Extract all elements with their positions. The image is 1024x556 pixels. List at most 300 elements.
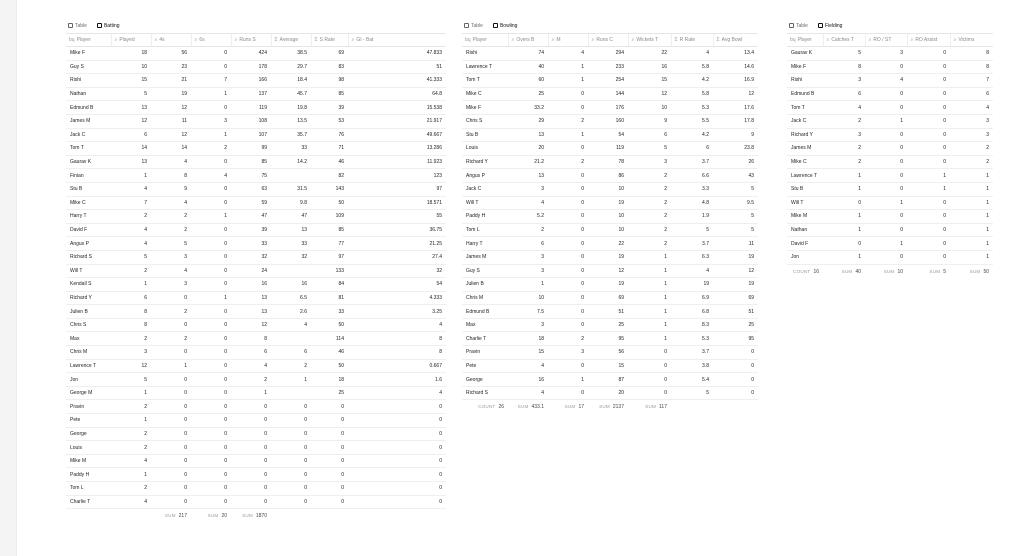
summary-cell[interactable] xyxy=(865,269,907,275)
table-row[interactable] xyxy=(462,182,758,196)
table-row[interactable] xyxy=(462,318,758,332)
summary-cell[interactable] xyxy=(151,513,191,519)
table-row[interactable] xyxy=(462,155,758,169)
column-header-label: RO / ST xyxy=(873,37,892,43)
table-row[interactable] xyxy=(66,495,446,509)
table-row[interactable] xyxy=(66,373,446,387)
column-header-label: Average xyxy=(279,37,299,43)
value-cell: 6.3 xyxy=(671,250,713,264)
table-row[interactable] xyxy=(66,47,446,61)
table-row[interactable] xyxy=(66,114,446,128)
value-cell: 6.6 xyxy=(671,169,713,183)
value-cell: 49.667 xyxy=(348,128,446,142)
value-cell: 13 xyxy=(508,169,548,183)
column-header[interactable] xyxy=(588,34,628,47)
value-cell: 5 xyxy=(628,142,671,156)
value-cell: 5 xyxy=(713,210,758,224)
column-header[interactable] xyxy=(950,34,993,47)
value-cell: 2.6 xyxy=(271,305,311,319)
value-cell: 31.5 xyxy=(271,182,311,196)
tab-bowling[interactable]: Bowling xyxy=(491,22,520,30)
value-cell: 5 xyxy=(671,386,713,400)
player-name-cell: Jon xyxy=(66,373,111,387)
table-row[interactable] xyxy=(787,114,993,128)
player-name-cell: Julien B xyxy=(66,305,111,319)
value-cell: 27.4 xyxy=(348,250,446,264)
summary-value: 26 xyxy=(498,404,504,411)
value-cell: 1 xyxy=(111,414,151,428)
table-row[interactable] xyxy=(66,346,446,360)
value-cell: 0 xyxy=(191,454,231,468)
value-cell: 6 xyxy=(508,237,548,251)
value-cell: 0 xyxy=(713,346,758,360)
player-name-cell: George xyxy=(66,427,111,441)
player-name-cell: Pete xyxy=(66,414,111,428)
table-row[interactable] xyxy=(462,332,758,346)
value-cell: 22 xyxy=(628,47,671,61)
table-row[interactable] xyxy=(787,142,993,156)
tab-table[interactable]: Table xyxy=(462,22,485,30)
summary-cell[interactable] xyxy=(628,404,671,410)
value-cell: 0 xyxy=(713,386,758,400)
value-cell: 14 xyxy=(151,142,191,156)
player-name-cell: Pravin xyxy=(66,400,111,414)
value-cell: 0 xyxy=(191,223,231,237)
value-cell: 0 xyxy=(865,142,907,156)
table-row[interactable] xyxy=(66,169,446,183)
summary-label: SUM xyxy=(242,513,253,519)
value-cell: 0 xyxy=(548,182,588,196)
value-cell: 1 xyxy=(950,196,993,210)
value-cell: 12 xyxy=(231,318,271,332)
value-cell: 1 xyxy=(151,359,191,373)
value-cell: 2 xyxy=(111,441,151,455)
column-header[interactable] xyxy=(271,34,311,47)
table-row[interactable] xyxy=(66,142,446,156)
summary-cell[interactable] xyxy=(111,513,151,519)
player-name-cell: Will T xyxy=(787,196,823,210)
table-row[interactable] xyxy=(787,169,993,183)
value-cell: 1 xyxy=(231,386,271,400)
value-cell: 87 xyxy=(588,373,628,387)
table-row[interactable] xyxy=(462,346,758,360)
table-row[interactable] xyxy=(462,128,758,142)
value-cell: 2 xyxy=(151,223,191,237)
table-row[interactable] xyxy=(787,210,993,224)
player-name-cell: Richard S xyxy=(462,386,508,400)
column-header-label: Player xyxy=(472,37,487,43)
table-row[interactable] xyxy=(66,454,446,468)
value-cell: 9.8 xyxy=(271,196,311,210)
player-name-cell: Tom L xyxy=(462,223,508,237)
value-cell: 0 xyxy=(231,414,271,428)
summary-label: SUM xyxy=(599,404,610,410)
column-header[interactable] xyxy=(348,34,446,47)
table-row[interactable] xyxy=(462,114,758,128)
summary-cell[interactable] xyxy=(950,269,993,275)
table-row[interactable] xyxy=(462,74,758,88)
value-cell: 18 xyxy=(508,332,548,346)
value-cell: 85 xyxy=(231,155,271,169)
summary-cell[interactable] xyxy=(787,269,823,275)
value-cell: 33 xyxy=(311,305,348,319)
value-cell: 95 xyxy=(588,332,628,346)
value-cell: 2 xyxy=(111,400,151,414)
value-cell: 20 xyxy=(588,386,628,400)
value-cell: 0 xyxy=(311,495,348,509)
value-cell: 4 xyxy=(865,74,907,88)
value-cell: 2 xyxy=(628,237,671,251)
summary-cell[interactable] xyxy=(66,513,111,519)
player-name-cell: Pete xyxy=(462,359,508,373)
table-row[interactable] xyxy=(462,359,758,373)
value-cell: 21.2 xyxy=(508,155,548,169)
player-name-cell: Pravin xyxy=(462,346,508,360)
column-header[interactable] xyxy=(823,34,865,47)
column-header-label: Overs B xyxy=(516,37,535,43)
value-cell: 1 xyxy=(950,182,993,196)
value-cell: 0 xyxy=(628,386,671,400)
summary-label: SUM xyxy=(841,268,853,274)
value-cell: 4.2 xyxy=(671,74,713,88)
player-name-cell: Charlie T xyxy=(462,332,508,346)
column-header-label: 6s xyxy=(199,37,205,43)
value-cell: 5 xyxy=(111,373,151,387)
value-cell: 0 xyxy=(348,468,446,482)
value-cell: 8 xyxy=(348,332,446,346)
table-row[interactable] xyxy=(462,373,758,387)
value-cell: 1 xyxy=(865,114,907,128)
value-cell: 10 xyxy=(588,210,628,224)
summary-cell[interactable] xyxy=(548,404,588,410)
player-name-cell: Nathan xyxy=(66,87,111,101)
table-icon xyxy=(818,23,823,28)
column-header[interactable] xyxy=(508,34,548,47)
value-cell: 21.25 xyxy=(348,237,446,251)
player-name-cell: James M xyxy=(787,142,823,156)
value-cell: 5 xyxy=(823,47,865,61)
value-cell: 1 xyxy=(271,373,311,387)
value-cell: 4 xyxy=(671,264,713,278)
value-cell: 0 xyxy=(151,346,191,360)
value-cell: 0 xyxy=(191,318,231,332)
value-cell: 26 xyxy=(713,155,758,169)
table-row[interactable] xyxy=(66,291,446,305)
player-name-cell: Angus P xyxy=(66,237,111,251)
table-row[interactable] xyxy=(66,250,446,264)
value-cell: 75 xyxy=(231,169,271,183)
value-cell: 0 xyxy=(191,400,231,414)
column-header-label: M xyxy=(556,37,561,43)
table-row[interactable] xyxy=(462,196,758,210)
table-row[interactable] xyxy=(787,250,993,264)
column-header[interactable] xyxy=(191,34,231,47)
summary-cell[interactable] xyxy=(462,404,508,410)
value-cell: 123 xyxy=(348,169,446,183)
value-cell: 0 xyxy=(311,482,348,496)
value-cell: 2 xyxy=(823,142,865,156)
value-cell: 1 xyxy=(628,264,671,278)
value-cell: 2 xyxy=(111,264,151,278)
table-row[interactable] xyxy=(462,60,758,74)
table-row[interactable] xyxy=(462,210,758,224)
summary-cell[interactable] xyxy=(671,404,713,410)
value-cell: 1 xyxy=(628,332,671,346)
value-cell: 1.9 xyxy=(671,210,713,224)
value-cell: 0 xyxy=(907,114,950,128)
table-row[interactable] xyxy=(462,101,758,115)
user-icon: bɥ xyxy=(790,37,796,43)
table-row[interactable] xyxy=(462,305,758,319)
value-cell: 33 xyxy=(271,142,311,156)
player-name-cell: Edmund B xyxy=(787,87,823,101)
table-row[interactable] xyxy=(66,386,446,400)
user-icon: bɥ xyxy=(465,37,471,43)
summary-cell[interactable] xyxy=(907,269,950,275)
table-row[interactable] xyxy=(66,400,446,414)
value-cell: 98 xyxy=(311,74,348,88)
table-row[interactable] xyxy=(462,250,758,264)
value-cell: 12 xyxy=(111,359,151,373)
value-cell: 0 xyxy=(191,495,231,509)
table-row[interactable] xyxy=(66,441,446,455)
value-cell: 0 xyxy=(548,169,588,183)
value-cell: 7.5 xyxy=(508,305,548,319)
value-cell: 1 xyxy=(111,169,151,183)
table-row[interactable] xyxy=(462,264,758,278)
player-name-cell: Mike M xyxy=(787,210,823,224)
table-row[interactable] xyxy=(462,291,758,305)
table-row[interactable] xyxy=(66,128,446,142)
column-header[interactable] xyxy=(671,34,713,47)
column-header[interactable] xyxy=(548,34,588,47)
column-header[interactable] xyxy=(628,34,671,47)
value-cell: 0 xyxy=(191,237,231,251)
summary-cell[interactable] xyxy=(348,513,446,519)
value-cell: 4 xyxy=(348,386,446,400)
player-name-cell: Mike F xyxy=(66,47,111,61)
value-cell: 3 xyxy=(508,182,548,196)
column-header[interactable] xyxy=(111,34,151,47)
value-cell: 2 xyxy=(548,332,588,346)
value-cell: 0 xyxy=(713,359,758,373)
value-cell: 0 xyxy=(907,250,950,264)
summary-value: 2137 xyxy=(612,404,624,411)
summary-value: 17 xyxy=(578,404,584,411)
table-row[interactable] xyxy=(66,332,446,346)
value-cell: 10 xyxy=(588,182,628,196)
value-cell: 15 xyxy=(628,74,671,88)
table-row[interactable] xyxy=(66,278,446,292)
value-cell: 0 xyxy=(548,264,588,278)
value-cell: 17.6 xyxy=(713,101,758,115)
table-row[interactable] xyxy=(462,169,758,183)
table-row[interactable] xyxy=(787,182,993,196)
value-cell: 17.8 xyxy=(713,114,758,128)
column-header-label: Player xyxy=(76,37,91,43)
value-cell: 16 xyxy=(271,278,311,292)
summary-cell[interactable] xyxy=(231,513,271,519)
table-row[interactable] xyxy=(66,305,446,319)
value-cell: 11.923 xyxy=(348,155,446,169)
table-row[interactable] xyxy=(66,468,446,482)
column-header[interactable] xyxy=(787,34,823,47)
value-cell: 1 xyxy=(865,237,907,251)
value-cell: 36.75 xyxy=(348,223,446,237)
table-row[interactable] xyxy=(66,427,446,441)
column-header[interactable] xyxy=(231,34,271,47)
value-cell: 8.3 xyxy=(671,318,713,332)
table-row[interactable] xyxy=(66,414,446,428)
value-cell: 1 xyxy=(628,305,671,319)
value-cell: 2 xyxy=(271,359,311,373)
value-cell: 133 xyxy=(311,264,348,278)
table-row[interactable] xyxy=(787,74,993,88)
value-cell: 1 xyxy=(548,373,588,387)
table-row[interactable] xyxy=(787,47,993,61)
value-cell: 2 xyxy=(548,114,588,128)
table-row[interactable] xyxy=(462,223,758,237)
value-cell: 0 xyxy=(548,237,588,251)
player-name-cell: George xyxy=(462,373,508,387)
table-row[interactable] xyxy=(66,223,446,237)
table-row[interactable] xyxy=(787,237,993,251)
column-header[interactable] xyxy=(66,34,111,47)
summary-label: SUM xyxy=(969,268,981,274)
value-cell: 5 xyxy=(713,182,758,196)
value-cell: 95 xyxy=(713,332,758,346)
tab-batting[interactable]: Batting xyxy=(95,22,122,30)
column-header[interactable] xyxy=(311,34,348,47)
value-cell: 53 xyxy=(311,114,348,128)
value-cell: 13 xyxy=(111,101,151,115)
summary-cell[interactable] xyxy=(271,513,311,519)
value-cell: 8 xyxy=(231,332,271,346)
value-cell: 19 xyxy=(713,250,758,264)
summary-cell[interactable] xyxy=(588,404,628,410)
player-name-cell: Tom T xyxy=(66,142,111,156)
column-header[interactable] xyxy=(713,34,758,47)
column-header[interactable] xyxy=(151,34,191,47)
column-header-label: S Rate xyxy=(319,37,335,43)
summary-cell[interactable] xyxy=(191,513,231,519)
column-header[interactable] xyxy=(865,34,907,47)
player-name-cell: Mike C xyxy=(787,155,823,169)
value-cell: 1 xyxy=(823,169,865,183)
table-row[interactable] xyxy=(66,318,446,332)
value-cell: 47.833 xyxy=(348,47,446,61)
table-row[interactable] xyxy=(66,182,446,196)
player-name-cell: Harry T xyxy=(66,210,111,224)
table-row[interactable] xyxy=(787,101,993,115)
value-cell: 2 xyxy=(111,482,151,496)
value-cell: 25 xyxy=(508,87,548,101)
value-cell: 69 xyxy=(588,291,628,305)
table-row[interactable] xyxy=(66,101,446,115)
search-icon: ⌕ xyxy=(234,37,238,43)
player-name-cell: Mike F xyxy=(787,60,823,74)
value-cell: 8 xyxy=(348,346,446,360)
value-cell: 15 xyxy=(588,359,628,373)
value-cell: 7 xyxy=(111,196,151,210)
search-icon: ⌕ xyxy=(868,37,872,43)
value-cell: 2 xyxy=(111,210,151,224)
table-row[interactable] xyxy=(66,482,446,496)
table-row[interactable] xyxy=(787,128,993,142)
column-header[interactable] xyxy=(907,34,950,47)
player-name-cell: Lawrence T xyxy=(462,60,508,74)
table-row[interactable] xyxy=(462,47,758,61)
tab-table[interactable]: Table xyxy=(787,22,810,30)
summary-cell[interactable] xyxy=(508,404,548,410)
tab-table[interactable]: Table xyxy=(66,22,89,30)
table-row[interactable] xyxy=(66,359,446,373)
table-row[interactable] xyxy=(462,87,758,101)
value-cell: 1 xyxy=(548,128,588,142)
value-cell: 0 xyxy=(311,427,348,441)
table-row[interactable] xyxy=(787,196,993,210)
value-cell: 3 xyxy=(111,346,151,360)
value-cell: 2 xyxy=(628,210,671,224)
value-cell: 39 xyxy=(231,223,271,237)
value-cell: 69 xyxy=(713,291,758,305)
value-cell: 424 xyxy=(231,47,271,61)
value-cell: 2 xyxy=(628,182,671,196)
value-cell: 5.8 xyxy=(671,87,713,101)
table-icon xyxy=(97,23,102,28)
summary-cell[interactable] xyxy=(311,513,348,519)
table-row[interactable] xyxy=(787,87,993,101)
value-cell: 0 xyxy=(151,427,191,441)
table-row[interactable] xyxy=(66,155,446,169)
table-row[interactable] xyxy=(462,237,758,251)
tab-fielding[interactable]: Fielding xyxy=(816,22,845,30)
table-row[interactable] xyxy=(787,60,993,74)
summary-cell[interactable] xyxy=(823,269,865,275)
table-row[interactable] xyxy=(66,196,446,210)
value-cell: 1 xyxy=(628,250,671,264)
table-row[interactable] xyxy=(462,386,758,400)
table-row[interactable] xyxy=(462,142,758,156)
table-row[interactable] xyxy=(787,223,993,237)
column-header[interactable] xyxy=(462,34,508,47)
table-row[interactable] xyxy=(462,278,758,292)
table-row[interactable] xyxy=(66,87,446,101)
table-row[interactable] xyxy=(66,264,446,278)
value-cell: 1 xyxy=(907,169,950,183)
table-row[interactable] xyxy=(66,74,446,88)
value-cell: 99 xyxy=(231,142,271,156)
player-name-cell: Edmund B xyxy=(462,305,508,319)
value-cell: 12 xyxy=(713,87,758,101)
value-cell: 3 xyxy=(548,346,588,360)
value-cell: 50 xyxy=(311,196,348,210)
value-cell: 3.8 xyxy=(671,359,713,373)
table-row[interactable] xyxy=(66,237,446,251)
summary-label: SUM xyxy=(517,404,529,410)
value-cell: 32 xyxy=(348,264,446,278)
summary-cell[interactable] xyxy=(713,404,758,410)
value-cell: 0 xyxy=(865,87,907,101)
value-cell: 0 xyxy=(548,223,588,237)
table-row[interactable] xyxy=(787,155,993,169)
table-row[interactable] xyxy=(66,210,446,224)
value-cell: 5 xyxy=(671,223,713,237)
table-row[interactable] xyxy=(66,60,446,74)
value-cell: 0 xyxy=(151,482,191,496)
value-cell: 12 xyxy=(713,264,758,278)
player-name-cell: David F xyxy=(787,237,823,251)
